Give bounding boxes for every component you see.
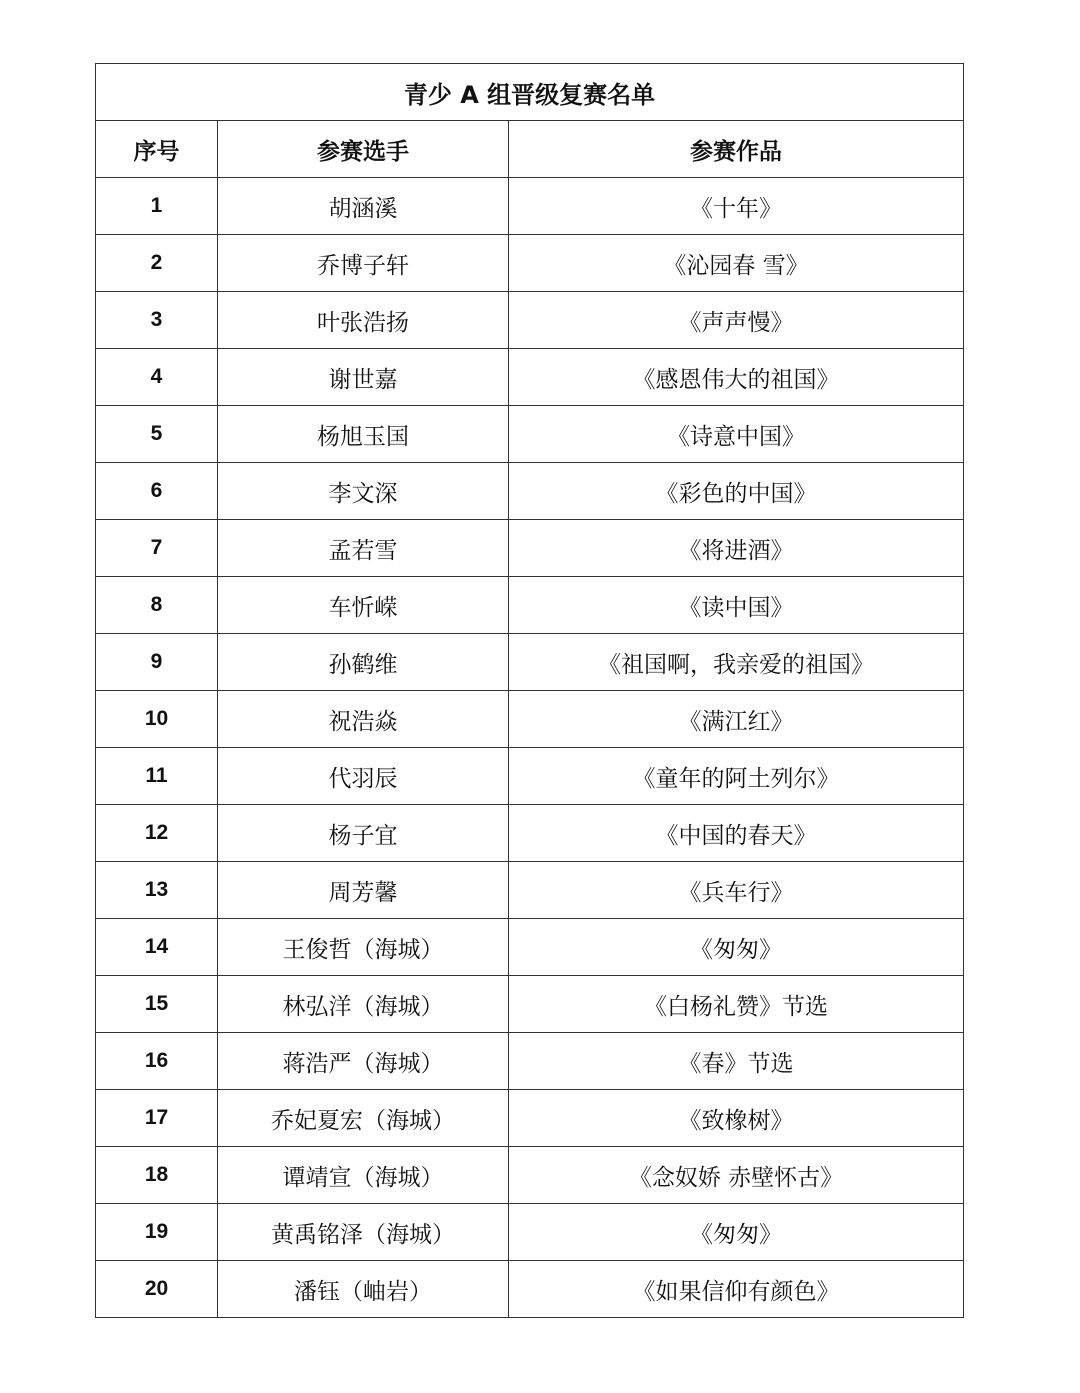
row-index: 5 [96, 406, 218, 463]
row-player: 杨旭玉国 [218, 406, 509, 463]
row-work: 《沁园春 雪》 [509, 235, 964, 292]
row-work: 《童年的阿土列尔》 [509, 748, 964, 805]
row-player: 乔妃夏宏（海城） [218, 1090, 509, 1147]
table-row [96, 520, 964, 577]
qualifier-list-sheet [95, 63, 963, 1318]
row-player: 祝浩焱 [218, 691, 509, 748]
row-player: 车忻嵘 [218, 577, 509, 634]
table-row [96, 1033, 964, 1090]
row-index: 8 [96, 577, 218, 634]
row-work: 《春》节选 [509, 1033, 964, 1090]
row-work: 《念奴娇 赤壁怀古》 [509, 1147, 964, 1204]
header-index: 序号 [96, 121, 218, 178]
table-row [96, 463, 964, 520]
row-work: 《兵车行》 [509, 862, 964, 919]
table-row [96, 1204, 964, 1261]
row-player: 胡涵溪 [218, 178, 509, 235]
row-index: 9 [96, 634, 218, 691]
row-index: 6 [96, 463, 218, 520]
row-player: 叶张浩扬 [218, 292, 509, 349]
table-row [96, 577, 964, 634]
row-work: 《中国的春天》 [509, 805, 964, 862]
row-index: 14 [96, 919, 218, 976]
row-index: 13 [96, 862, 218, 919]
row-index: 15 [96, 976, 218, 1033]
row-player: 孙鹤维 [218, 634, 509, 691]
row-player: 杨子宜 [218, 805, 509, 862]
header-work: 参赛作品 [509, 121, 964, 178]
row-player: 黄禹铭泽（海城） [218, 1204, 509, 1261]
row-player: 代羽辰 [218, 748, 509, 805]
row-work: 《十年》 [509, 178, 964, 235]
row-index: 2 [96, 235, 218, 292]
row-work: 《声声慢》 [509, 292, 964, 349]
row-player: 谭靖宣（海城） [218, 1147, 509, 1204]
row-index: 17 [96, 1090, 218, 1147]
table-row [96, 691, 964, 748]
row-work: 《如果信仰有颜色》 [509, 1261, 964, 1318]
row-player: 李文深 [218, 463, 509, 520]
table-row [96, 406, 964, 463]
row-work: 《彩色的中国》 [509, 463, 964, 520]
header-player: 参赛选手 [218, 121, 509, 178]
row-work: 《将进酒》 [509, 520, 964, 577]
row-index: 16 [96, 1033, 218, 1090]
table-row [96, 1261, 964, 1318]
table-row [96, 805, 964, 862]
row-work: 《满江红》 [509, 691, 964, 748]
table-row [96, 178, 964, 235]
table-title: 青少 A 组晋级复赛名单 [96, 64, 964, 121]
row-index: 7 [96, 520, 218, 577]
row-player: 蒋浩严（海城） [218, 1033, 509, 1090]
row-index: 1 [96, 178, 218, 235]
table-body [96, 178, 964, 1318]
row-player: 王俊哲（海城） [218, 919, 509, 976]
header-row [96, 121, 964, 178]
row-player: 孟若雪 [218, 520, 509, 577]
row-index: 20 [96, 1261, 218, 1318]
row-player: 谢世嘉 [218, 349, 509, 406]
qualifier-table [95, 63, 964, 1318]
row-index: 12 [96, 805, 218, 862]
table-row [96, 349, 964, 406]
table-row [96, 1090, 964, 1147]
row-work: 《白杨礼赞》节选 [509, 976, 964, 1033]
title-row [96, 64, 964, 121]
row-work: 《匆匆》 [509, 919, 964, 976]
table-row [96, 1147, 964, 1204]
row-work: 《读中国》 [509, 577, 964, 634]
table-row [96, 235, 964, 292]
row-work: 《致橡树》 [509, 1090, 964, 1147]
row-index: 10 [96, 691, 218, 748]
table-row [96, 862, 964, 919]
row-player: 林弘洋（海城） [218, 976, 509, 1033]
row-index: 18 [96, 1147, 218, 1204]
row-player: 周芳馨 [218, 862, 509, 919]
table-row [96, 919, 964, 976]
table-row [96, 748, 964, 805]
row-player: 潘钰（岫岩） [218, 1261, 509, 1318]
row-work: 《匆匆》 [509, 1204, 964, 1261]
table-row [96, 292, 964, 349]
row-work: 《诗意中国》 [509, 406, 964, 463]
table-row [96, 976, 964, 1033]
row-index: 19 [96, 1204, 218, 1261]
row-index: 4 [96, 349, 218, 406]
row-index: 11 [96, 748, 218, 805]
row-work: 《感恩伟大的祖国》 [509, 349, 964, 406]
row-work: 《祖国啊，我亲爱的祖国》 [509, 634, 964, 691]
table-row [96, 634, 964, 691]
row-index: 3 [96, 292, 218, 349]
row-player: 乔博子轩 [218, 235, 509, 292]
